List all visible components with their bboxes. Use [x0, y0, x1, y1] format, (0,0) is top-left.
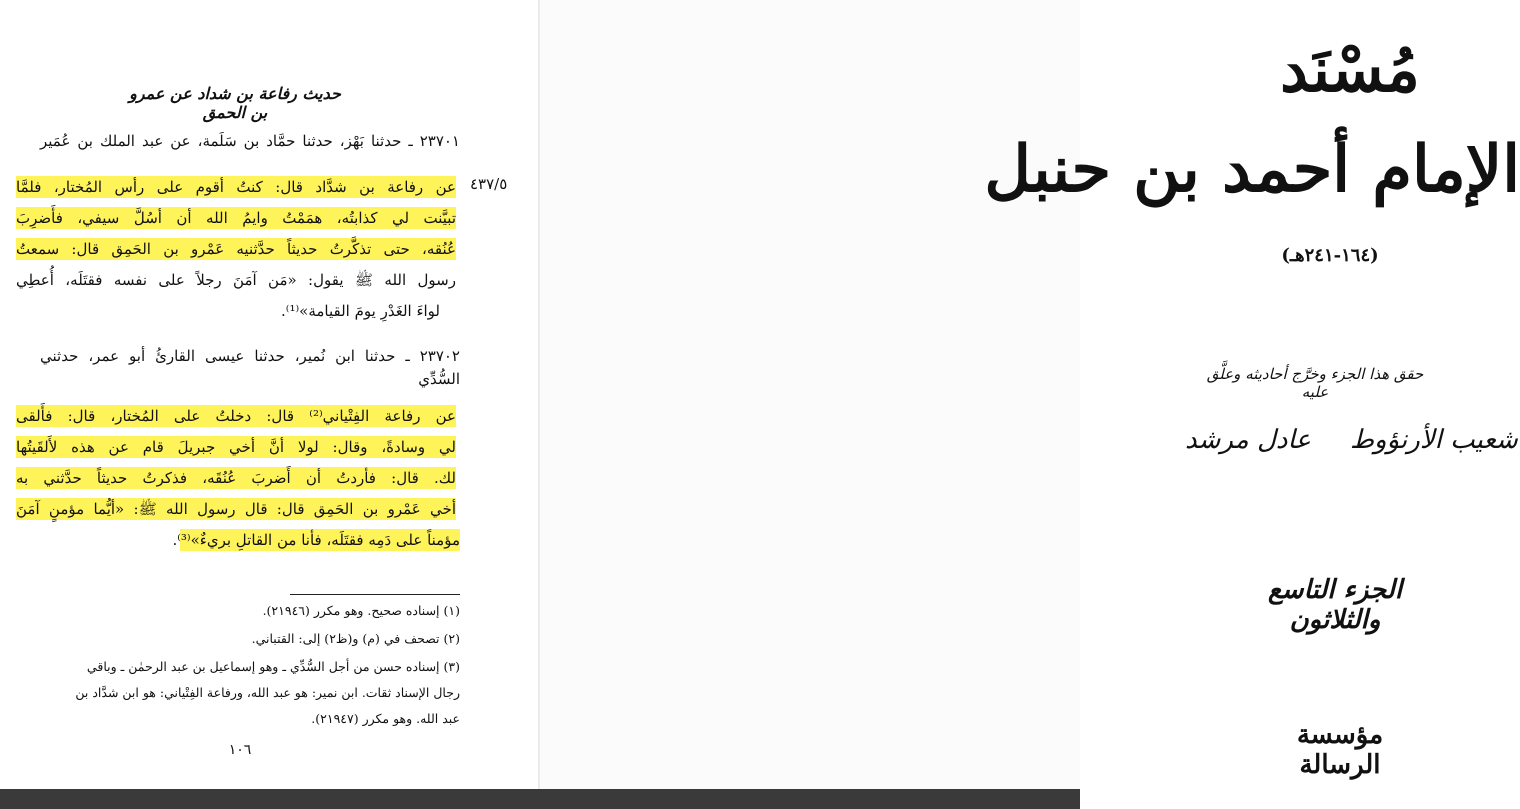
hadith-line: عن رفاعة الفِتْياني⁽²⁾ قال: دخلتُ على المُختار، قال: فأَلقى: [16, 407, 456, 425]
author-dates: (١٦٤-٢٤١هـ): [1281, 245, 1379, 266]
footnote-separator: [290, 594, 460, 595]
publisher-name: مؤسسة الرسالة: [1296, 720, 1384, 780]
hadith-line: ٢٣٧٠٢ ـ حدثنا ابن نُمير، حدثنا عيسى القارئُ أبو عمر، حدثني: [40, 347, 460, 365]
hadith-line: مؤمناً على دَمِه فقتَلَه، فأنا من القاتلِ بريءٌ»⁽³⁾.: [172, 531, 460, 549]
footnote: (٢) تصحف في (م) و(ظ٢) إلى: القتباني.: [251, 631, 460, 646]
hadith-line: لك. قال: فأردتُ أن أَضربَ عُنُقَه، فذكرتُ حديثاً حدَّثني به: [16, 469, 456, 487]
hadith-line: عن رفاعة بن شدَّاد قال: كنتُ أقوم على رأس المُختار، فلمَّا: [16, 178, 456, 196]
footnote: عبد الله. وهو مكرر (٢١٩٤٧).: [311, 711, 460, 726]
margin-reference: ٤٣٧/٥: [470, 175, 508, 193]
hadith-line: رسول الله ﷺ يقول: «مَن آمَنَ رجلاً على نفسه فقتَلَه، أُعطِي: [16, 271, 456, 289]
title-page: [540, 0, 1520, 789]
footnote: رجال الإسناد ثقات. ابن نمير: هو عبد الله، ورفاعة الفِتْياني: هو ابن شدَّاد بن: [75, 685, 460, 700]
hadith-page: [0, 0, 540, 789]
book-title-author: الإمام أحمد بن حنبل: [984, 132, 1520, 207]
hadith-line: عُنُقه، حتى تذكَّرتُ حديثاً حدَّثنيه عَمْرو بن الحَمِق قال: سمعتُ: [16, 240, 456, 258]
editorial-credit: حقق هذا الجزء وخرَّج أحاديثه وعلَّق عليه: [1206, 365, 1424, 401]
viewer-bottom-bar: [0, 789, 1080, 809]
editor-name-1: شعيب الأرنؤوط: [1350, 425, 1518, 455]
running-head: حديث رفاعة بن شداد عن عمرو بن الحمق: [129, 84, 341, 122]
footnote: (١) إسناده صحيح. وهو مكرر (٢١٩٤٦).: [262, 603, 460, 618]
hadith-line: السُّدِّي: [418, 370, 460, 388]
hadith-line: ٢٣٧٠١ ـ حدثنا بَهْز، حدثنا حمَّاد بن سَلَمة، عن عبد الملك بن عُمَير: [40, 132, 460, 150]
book-title-musnad: مُسْنَد: [1280, 33, 1420, 106]
volume-label: الجزء التاسع والثلاثون: [1267, 575, 1403, 635]
editor-name-2: عادل مرشد: [1185, 425, 1311, 455]
page-number: ١٠٦: [228, 742, 252, 758]
hadith-line: لواءَ الغَدْرِ يومَ القيامة»⁽¹⁾.: [281, 302, 440, 320]
hadith-line: لي وسادةً، وقال: لولا أنَّ أخي جبريلَ قام عن هذه لأَلقَيتُها: [16, 438, 456, 456]
hadith-line: تبيَّنت لي كذابتُه، همَمْتُ وايمُ الله أن أسُلَّ سيفي، فأَضرِبَ: [16, 209, 456, 227]
footnote: (٣) إسناده حسن من أجل السُّدِّي ـ وهو إسماعيل بن عبد الرحمٰن ـ وباقي: [86, 659, 460, 674]
hadith-line: أخي عَمْرو بن الحَمِق قال: قال رسول الله ﷺ: «أيُّما مؤمنٍ آمَنَ: [16, 500, 456, 518]
